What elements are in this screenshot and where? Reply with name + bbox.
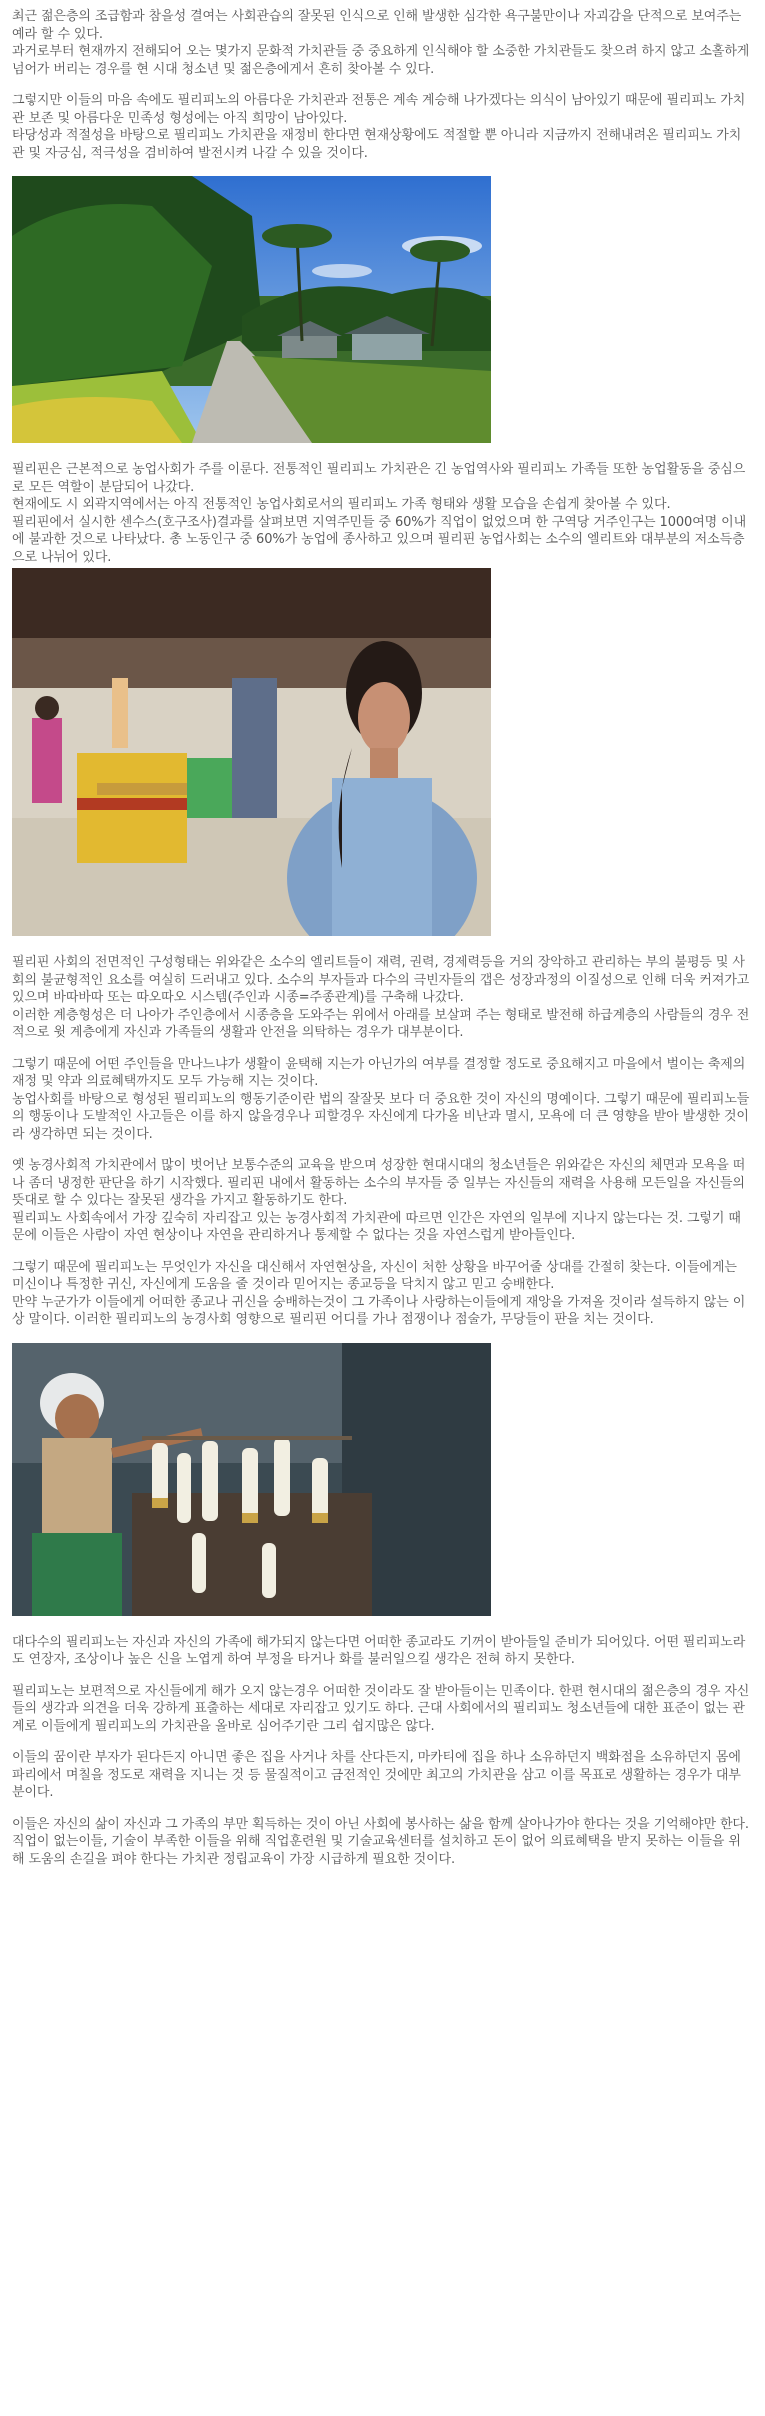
paragraph: 필리피노는 보편적으로 자신들에게 해가 오지 않는경우 어떠한 것이라도 잘 받아들이는 민족이다. 한편 현시대의 젊은층의 경우 자신들의 생각과 의견을 더욱 강하게 표출하는 세대로 자리잡고 있기도 하다. 근대 사회에서의 필리피노 청소년들에 대한 표준이 없는 관계로 이들에게 필리피노의 가치관을 올바로 심어주기란 그리 쉽지많은 않다.: [12, 1683, 750, 1734]
paragraph: 과거로부터 현재까지 전해되어 오는 몇가지 문화적 가치관들 중 중요하게 인식해야 할 소중한 가치관들도 찾으려 하지 않고 소홀하게 넘어가 버리는 경우를 현 시대 청소년 및 젊은층에게서 흔히 찾아볼 수 있다.: [12, 44, 750, 77]
photo-rural-road: [12, 176, 491, 443]
paragraph: 이들은 자신의 삶이 자신과 그 가족의 부만 획득하는 것이 아닌 사회에 봉사하는 삶을 함께 살아나가야 한다는 것을 기억해야만 한다.: [12, 1816, 749, 1832]
photo-market-woman: [12, 568, 491, 936]
paragraph: 그렇기 때문에 필리피노는 무엇인가 자신을 대신해서 자연현상을, 자신이 처한 상황을 바꾸어줄 상대를 간절히 찾는다. 이들에게는 미신이나 특정한 귀신, 자신에게 도움을 줄 것이라 믿어지는 종교등을 닥치지 않고 믿고 숭배한다.: [12, 1259, 737, 1292]
paragraph: 필리피노 사회속에서 가장 깊숙히 자리잡고 있는 농경사회적 가치관에 따르면 인간은 자연의 일부에 지나지 않는다는 것. 그렇기 때문에 이들은 사람이 자연 현상이나 자연을 관리하거나 통제할 수 없다는 것을 자연스럽게 받아들인다.: [12, 1210, 741, 1243]
paragraph: 이러한 계층형성은 더 나아가 주인층에서 시종층을 도와주는 위에서 아래를 보살펴 주는 형태로 발전해 하급계층의 사람들의 경우 전적으로 윗 계층에게 자신과 가족들의 생활과 안전을 의탁하는 경우가 대부분이다.: [12, 1007, 750, 1040]
paragraph: 옛 농경사회적 가치관에서 많이 벗어난 보통수준의 교육을 받으며 성장한 현대시대의 청소년들은 위와같은 자신의 체면과 모욕을 떠나 좀더 냉정한 판단을 하기 시작했다. 필리핀 내에서 활동하는 소수의 부자들 중 일부는 자신들의 재력을 사용해 모든일을 자신들의 뜻대로 할 수 있다는 잘못된 생각을 가지고 활동하기도 한다.: [12, 1158, 746, 1208]
paragraph: 만약 누군가가 이들에게 어떠한 종교나 귀신을 숭배하는것이 그 가족이나 사랑하는이들에게 재앙을 가져올 것이라 설득하지 않는 이상 말이다. 이러한 필리피노의 농경사회 영향으로 필리핀 어디를 가나 점쟁이나 점술가, 무당들이 판을 치는 것이다.: [12, 1294, 746, 1327]
section-values: [12, 1634, 753, 1869]
paragraph: 농업사회를 바탕으로 형성된 필리피노의 행동기준이란 법의 잘잘못 보다 더 중요한 것이 자신의 명예이다. 그렇기 때문에 필리피노들의 행동이나 도발적인 사고들은 이를 하지 않을경우나 피할경우 자신에게 다가올 비난과 멸시, 모욕에 더 큰 영향을 받아 발생한 것이라 생각하면 되는 것이다.: [12, 1091, 750, 1142]
section-intro: [12, 8, 753, 162]
paragraph: 최근 젊은층의 조급함과 참을성 결여는 사회관습의 잘못된 인식으로 인해 발생한 심각한 욕구불만이나 자괴감을 단적으로 보여주는 예라 할 수 있다.: [12, 9, 742, 42]
paragraph: 타당성과 적절성을 바탕으로 필리피노 가치관을 재정비 한다면 현재상황에도 적절할 뿐 아니라 지금까지 전해내려온 필리피노 가치관 및 자긍심, 적극성을 겸비하여 발전시켜 나갈 수 있을 것이다.: [12, 128, 742, 161]
paragraph: 현재에도 시 외곽지역에서는 아직 전통적인 농업사회로서의 필리피노 가족 형태와 생활 모습을 손쉽게 찾아볼 수 있다.: [12, 497, 671, 512]
paragraph: 직업이 없는이들, 기술이 부족한 이들을 위해 직업훈련원 및 기술교육센터를 설치하고 돈이 없어 의료혜택을 받지 못하는 이들을 위해 도움의 손길을 펴야 한다는 가치관 정립교육이 가장 시급하게 필요한 것이다.: [12, 1834, 741, 1867]
paragraph: 필리핀에서 실시한 센수스(호구조사)결과를 살펴보면 지역주민들 중 60%가 직업이 없었으며 한 구역당 거주인구는 1000여명 이내에 불과한 것으로 나타났다. 총 노동인구 중 60%가 농업에 종사하고 있으며 필리핀 농업사회는 소수의 엘리트와 대부분의 저소득층으로 나뉘어 있다.: [12, 514, 747, 565]
section-agrarian: [12, 461, 753, 566]
paragraph: 이들의 꿈이란 부자가 된다든지 아니면 좋은 집을 사거나 차를 산다든지, 마카티에 집을 하나 소유하던지 백화점을 소유하던지 몸에 파리에서 며칠을 정도로 재력을 지니는 것 등 물질적이고 금전적인 것에만 최고의 가치관을 삼고 이를 목표로 생활하는 경우가 대부분이다.: [12, 1750, 741, 1800]
section-society: [12, 954, 753, 1329]
photo-garland-vendor: [12, 1343, 491, 1616]
paragraph: 대다수의 필리피노는 자신과 자신의 가족에 해가되지 않는다면 어떠한 종교라도 기꺼이 받아들일 준비가 되어있다. 어떤 필리피노라도 연장자, 조상이나 높은 신을 노엽게 하여 부정을 타거나 화를 불러일으킬 생각은 전혀 하지 못한다.: [12, 1634, 746, 1667]
paragraph: 필리핀 사회의 전면적인 구성형태는 위와같은 소수의 엘리트들이 재력, 권력, 경제력등을 거의 장악하고 관리하는 부의 불평등 및 사회의 불균형적인 요소를 여실히 드러내고 있다. 소수의 부자들과 다수의 극빈자들의 갭은 성장과정의 이질성으로 인해 더욱 커져가고 있으며 바따바따 또는 따오따오 시스템(주인과 시종=주종관계)를 구축해 나갔다.: [12, 955, 750, 1005]
paragraph: 그렇기 때문에 어떤 주인들을 만나느냐가 생활이 윤택해 지는가 아닌가의 여부를 결정할 정도로 중요해지고 마을에서 벌이는 축제의 재정 및 약과 의료혜택까지도 모두 가능해 지는 것이다.: [12, 1056, 746, 1089]
paragraph: 그렇지만 이들의 마음 속에도 필리피노의 아름다운 가치관과 전통은 계속 계승해 나가겠다는 의식이 남아있기 때문에 필리피노 가치관 보존 및 아름다운 민족성 형성에는 아직 희망이 남아있다.: [12, 93, 746, 126]
paragraph: 필리핀은 근본적으로 농업사회가 주를 이룬다. 전통적인 필리피노 가치관은 긴 농업역사와 필리피노 가족들 또한 농업활동을 중심으로 모든 역할이 분담되어 나갔다.: [12, 462, 746, 495]
